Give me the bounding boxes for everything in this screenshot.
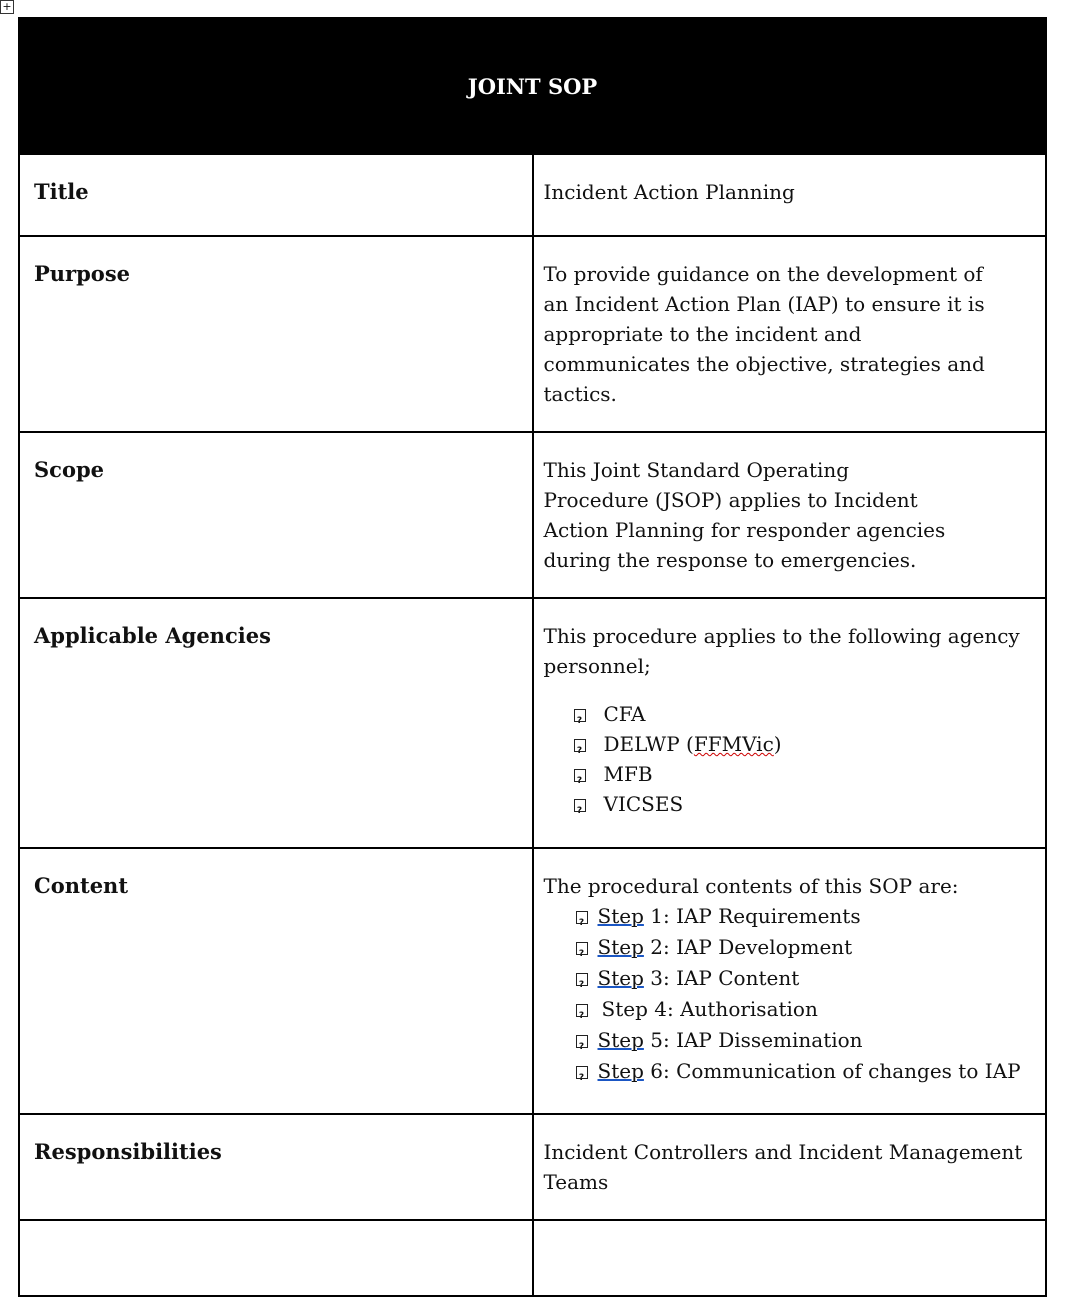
row-label-scope: Scope xyxy=(19,432,533,598)
step-link-6[interactable]: ?Step xyxy=(576,1059,644,1083)
table-row-agencies xyxy=(19,598,1046,848)
table-header-title: JOINT SOP xyxy=(19,18,1046,154)
bullet-icon xyxy=(576,911,588,924)
table-row-responsibilities xyxy=(19,1114,1046,1220)
list-item: ?Step 1: IAP Requirements xyxy=(576,901,1036,932)
list-item: ?Step 4: Authorisation xyxy=(576,994,1036,1025)
row-label-purpose: Purpose xyxy=(19,236,533,432)
row-value-responsibilities: Incident Controllers and Incident Management Teams xyxy=(533,1114,1047,1220)
row-value-empty xyxy=(533,1220,1047,1296)
content-intro: The procedural contents of this SOP are: xyxy=(543,874,959,898)
spellcheck-word[interactable]: FFMVic xyxy=(693,732,774,756)
bullet-icon xyxy=(576,1004,588,1017)
bullet-icon xyxy=(574,739,586,752)
row-value-scope: This Joint Standard Operating Procedure (JSOP) applies to Incident Action Planning for responder agencies during the response to emergencies. xyxy=(533,432,1047,598)
table-row-title xyxy=(19,154,1046,236)
step-link-2[interactable]: ?Step xyxy=(576,935,644,959)
list-item: ?VICSES xyxy=(574,789,1036,819)
bullet-icon xyxy=(574,799,586,812)
table-row-purpose xyxy=(19,236,1046,432)
list-item: ?Step 5: IAP Dissemination xyxy=(576,1025,1036,1056)
step-list xyxy=(544,901,1036,1087)
table-row-scope xyxy=(19,432,1046,598)
bullet-icon xyxy=(576,1035,588,1048)
row-label-responsibilities: Responsibilities xyxy=(19,1114,533,1220)
agencies-intro: This procedure applies to the following agency personnel; xyxy=(543,624,1020,678)
table-row-content xyxy=(19,848,1046,1114)
list-item: ?DELWP (FFMVic) xyxy=(574,729,1036,759)
row-value-purpose: To provide guidance on the development of an Incident Action Plan (IAP) to ensure it is appropriate to the incident and communicates the objective, strategies and tactics. xyxy=(533,236,1047,432)
row-label-agencies: Applicable Agencies xyxy=(19,598,533,848)
row-label-title: Title xyxy=(19,154,533,236)
list-item: ?CFA xyxy=(574,699,1036,729)
row-label-content: Content xyxy=(19,848,533,1114)
bullet-icon xyxy=(574,709,586,722)
bullet-icon xyxy=(576,973,588,986)
step-link-5[interactable]: ?Step xyxy=(576,1028,644,1052)
joint-sop-table xyxy=(18,17,1047,1297)
list-item: ?Step 2: IAP Development xyxy=(576,932,1036,963)
table-move-handle-icon[interactable]: + xyxy=(0,0,14,14)
list-item: ?Step 3: IAP Content xyxy=(576,963,1036,994)
table-row-cut xyxy=(19,1220,1046,1296)
row-value-agencies xyxy=(533,598,1047,848)
row-label-empty xyxy=(19,1220,533,1296)
bullet-icon xyxy=(574,769,586,782)
list-item: ?MFB xyxy=(574,759,1036,789)
header-row xyxy=(19,18,1046,154)
list-item: ?Step 6: Communication of changes to IAP xyxy=(576,1056,1036,1087)
step-link-1[interactable]: ?Step xyxy=(576,904,644,928)
agency-list xyxy=(544,699,1036,819)
step-link-3[interactable]: ?Step xyxy=(576,966,644,990)
bullet-icon xyxy=(576,1066,588,1079)
bullet-icon xyxy=(576,942,588,955)
row-value-title: Incident Action Planning xyxy=(533,154,1047,236)
row-value-content xyxy=(533,848,1047,1114)
